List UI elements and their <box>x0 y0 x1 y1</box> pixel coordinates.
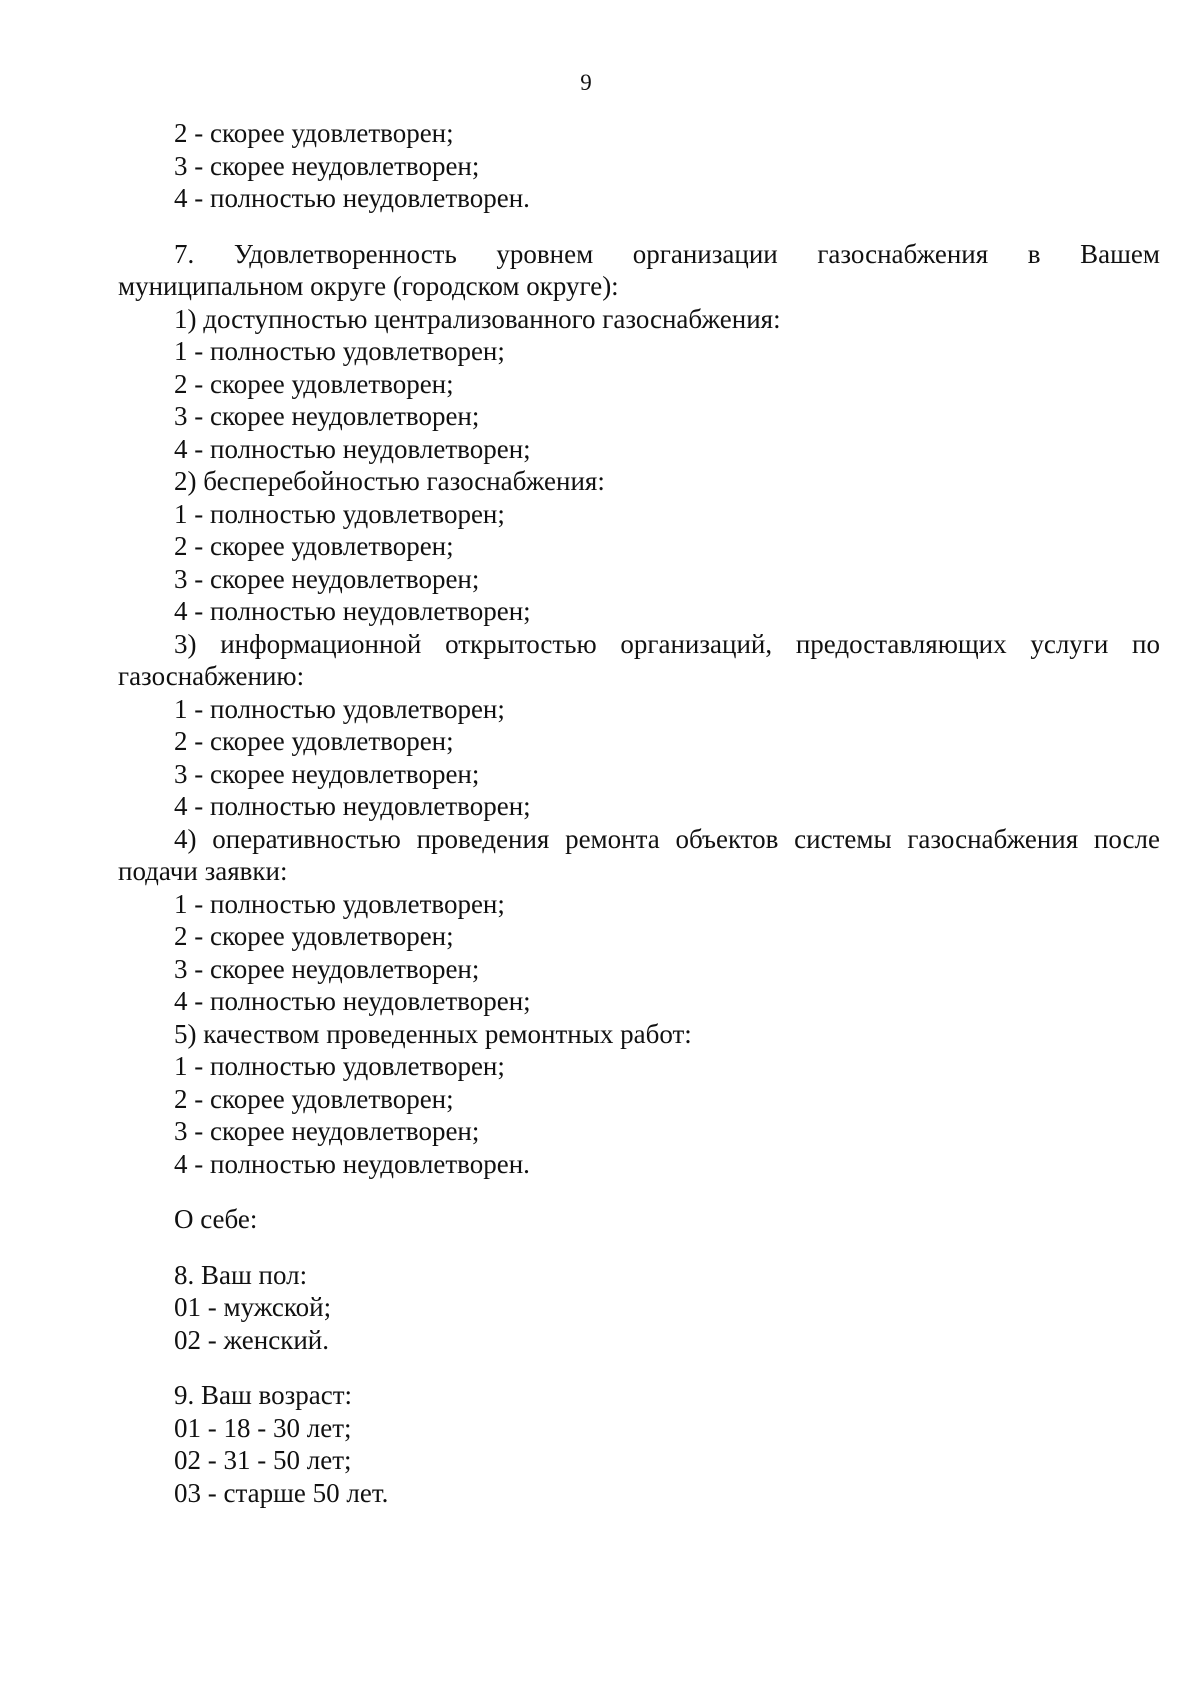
list-item: 1 - полностью удовлетворен; <box>174 693 505 724</box>
list-item: 4 - полностью неудовлетворен. <box>174 183 530 213</box>
list-item: 02 - 31 - 50 лет; <box>174 1445 352 1475</box>
question-7-title-continuation: муниципальном округе (городском округе): <box>118 271 619 301</box>
list-item: 1 - полностью удовлетворен; <box>174 336 505 366</box>
spacer <box>118 1356 1160 1379</box>
list-item: 3 - скорее неудовлетворен; <box>174 401 480 431</box>
list-item: 3 - скорее неудовлетворен; <box>174 563 480 594</box>
subquestion-4-title: 4) оперативностью проведения ремонта объектов системы газоснабжения после <box>174 823 1160 854</box>
list-item: 2 - скорее удовлетворен; <box>174 1083 454 1114</box>
list-item: 1 - полностью удовлетворен; <box>174 498 505 529</box>
subquestion-2-title: 2) бесперебойностью газоснабжения: <box>174 466 605 496</box>
list-item: 02 - женский. <box>174 1324 329 1355</box>
list-item: 4 - полностью неудовлетворен; <box>174 596 531 626</box>
question-7-title: 7. Удовлетворенность уровнем организации газоснабжения в Вашем <box>174 238 1160 269</box>
question-8-title: 8. Ваш пол: <box>174 1259 308 1290</box>
subquestion-3-title: 3) информационной открытостью организаций, предоставляющих услуги по <box>174 628 1160 659</box>
subquestion-5-title: 5) качеством проведенных ремонтных работ: <box>174 1018 692 1049</box>
list-item: 4 - полностью неудовлетворен. <box>174 1148 530 1179</box>
subquestion-1-title: 1) доступностью централизованного газоснабжения: <box>174 303 781 334</box>
list-item: 3 - скорее неудовлетворен; <box>174 758 480 789</box>
list-item: 03 - старше 50 лет. <box>174 1477 389 1508</box>
subquestion-4-title-continuation: подачи заявки: <box>118 856 288 886</box>
list-item: 01 - 18 - 30 лет; <box>174 1412 352 1443</box>
list-item: 2 - скорее удовлетворен; <box>174 118 454 148</box>
list-item: 2 - скорее удовлетворен; <box>174 726 454 756</box>
subquestion-3-title-continuation: газоснабжению: <box>118 661 305 691</box>
list-item: 1 - полностью удовлетворен; <box>174 1051 505 1081</box>
section-heading-about: О себе: <box>174 1204 258 1234</box>
list-item: 3 - скорее неудовлетворен; <box>174 953 480 984</box>
list-item: 2 - скорее удовлетворен; <box>174 368 454 399</box>
list-item: 3 - скорее неудовлетворен; <box>174 150 480 181</box>
spacer <box>118 1180 1160 1203</box>
spacer <box>118 215 1160 238</box>
list-item: 3 - скорее неудовлетворен; <box>174 1116 480 1146</box>
list-item: 4 - полностью неудовлетворен; <box>174 791 531 821</box>
list-item: 4 - полностью неудовлетворен; <box>174 986 531 1016</box>
list-item: 4 - полностью неудовлетворен; <box>174 433 531 464</box>
list-item: 2 - скорее удовлетворен; <box>174 921 454 951</box>
list-item: 01 - мужской; <box>174 1292 332 1322</box>
page-number: 9 <box>580 70 592 95</box>
spacer <box>118 1236 1160 1259</box>
list-item: 2 - скорее удовлетворен; <box>174 531 454 561</box>
list-item: 1 - полностью удовлетворен; <box>174 888 505 919</box>
question-9-title: 9. Ваш возраст: <box>174 1380 353 1410</box>
document-body <box>118 117 1160 1509</box>
